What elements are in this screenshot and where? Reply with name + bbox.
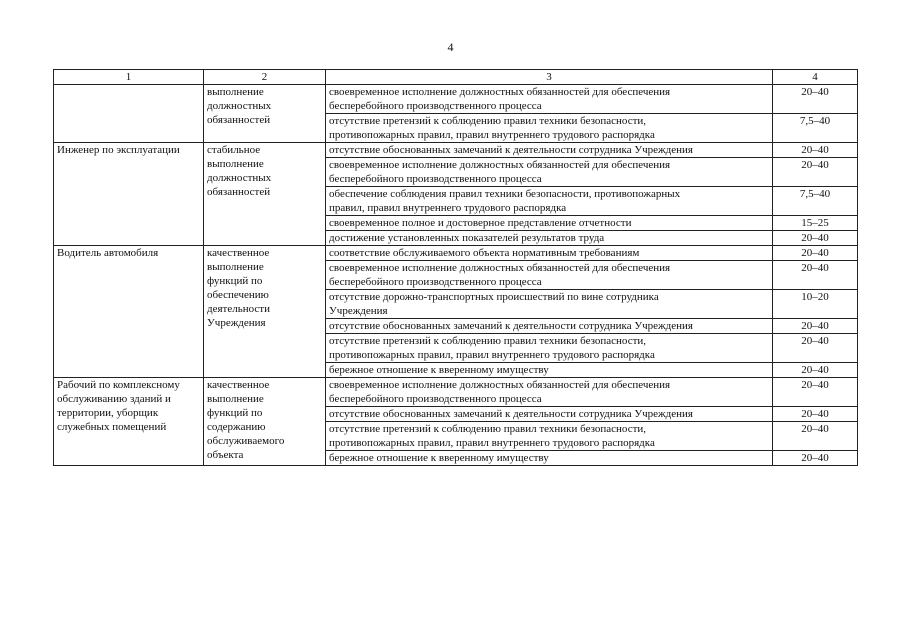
criterion-text: качественное выполнение функций по содержанию обслуживаемого объекта — [207, 379, 285, 461]
indicator-text: своевременное полное и достоверное представление отчетности — [329, 217, 632, 229]
indicator-text: обеспечение соблюдения правил техники безопасности, противопожарных правил, правил внутреннего трудового распорядка — [329, 188, 681, 214]
position-cell — [54, 246, 204, 378]
value-cell: 20–40 — [773, 246, 858, 261]
indicator-cell — [326, 407, 773, 422]
table-header-row — [54, 70, 858, 85]
indicator-cell — [326, 363, 773, 378]
value-cell: 20–40 — [773, 363, 858, 378]
table-row — [54, 143, 858, 158]
indicator-text: отсутствие обоснованных замечаний к деятельности сотрудника Учреждения — [329, 320, 693, 332]
indicator-text: отсутствие дорожно-транспортных происшествий по вине сотрудника Учреждения — [329, 291, 659, 317]
indicator-cell — [326, 334, 773, 363]
value-cell: 20–40 — [773, 231, 858, 246]
indicator-text: своевременное исполнение должностных обязанностей для обеспечения бесперебойного производственного процесса — [329, 379, 671, 405]
indicator-cell — [326, 187, 773, 216]
indicator-cell — [326, 216, 773, 231]
position-text: Рабочий по комплексному обслуживанию зданий и территории, уборщик служебных помещений — [57, 379, 180, 433]
indicator-cell — [326, 231, 773, 246]
value-cell: 20–40 — [773, 407, 858, 422]
value-cell: 20–40 — [773, 143, 858, 158]
indicator-text: отсутствие претензий к соблюдению правил техники безопасности, противопожарных правил, правил внутреннего трудового распорядка — [329, 335, 655, 361]
position-text: Инженер по эксплуатации — [57, 144, 180, 156]
column-header: 4 — [773, 70, 858, 85]
criterion-cell — [204, 378, 326, 466]
value-cell: 20–40 — [773, 85, 858, 114]
criterion-cell — [204, 143, 326, 246]
indicator-text: своевременное исполнение должностных обязанностей для обеспечения бесперебойного производственного процесса — [329, 159, 671, 185]
table-row — [54, 85, 858, 114]
indicator-text: бережное отношение к вверенному имуществу — [329, 364, 549, 376]
position-text: Водитель автомобиля — [57, 247, 159, 259]
indicator-cell — [326, 143, 773, 158]
indicator-text: отсутствие претензий к соблюдению правил техники безопасности, противопожарных правил, правил внутреннего трудового распорядка — [329, 115, 655, 141]
indicator-cell — [326, 422, 773, 451]
indicator-text: отсутствие обоснованных замечаний к деятельности сотрудника Учреждения — [329, 408, 693, 420]
indicator-cell — [326, 451, 773, 466]
position-cell — [54, 143, 204, 246]
column-header: 2 — [204, 70, 326, 85]
indicator-cell — [326, 319, 773, 334]
criterion-text: выполнение должностных обязанностей — [207, 86, 272, 126]
value-cell: 20–40 — [773, 319, 858, 334]
criterion-text: качественное выполнение функций по обеспечению деятельности Учреждения — [207, 247, 270, 329]
indicator-cell — [326, 85, 773, 114]
indicator-text: бережное отношение к вверенному имуществу — [329, 452, 549, 464]
criterion-cell — [204, 246, 326, 378]
indicator-text: отсутствие претензий к соблюдению правил техники безопасности, противопожарных правил, правил внутреннего трудового распорядка — [329, 423, 655, 449]
indicator-cell — [326, 246, 773, 261]
indicator-text: достижение установленных показателей результатов труда — [329, 232, 605, 244]
value-cell: 20–40 — [773, 261, 858, 290]
criteria-table — [53, 69, 858, 466]
value-cell: 20–40 — [773, 422, 858, 451]
position-cell — [54, 378, 204, 466]
indicator-cell — [326, 158, 773, 187]
position-cell — [54, 85, 204, 143]
indicator-cell — [326, 378, 773, 407]
value-cell: 10–20 — [773, 290, 858, 319]
indicator-cell — [326, 114, 773, 143]
column-header: 1 — [54, 70, 204, 85]
indicator-text: своевременное исполнение должностных обязанностей для обеспечения бесперебойного производственного процесса — [329, 86, 671, 112]
value-cell: 20–40 — [773, 334, 858, 363]
indicator-cell — [326, 290, 773, 319]
value-cell: 20–40 — [773, 158, 858, 187]
value-cell: 15–25 — [773, 216, 858, 231]
indicator-text: отсутствие обоснованных замечаний к деятельности сотрудника Учреждения — [329, 144, 693, 156]
table-row — [54, 378, 858, 407]
table-row — [54, 246, 858, 261]
page-number: 4 — [447, 40, 454, 54]
indicator-text: своевременное исполнение должностных обязанностей для обеспечения бесперебойного производственного процесса — [329, 262, 671, 288]
indicator-text: соответствие обслуживаемого объекта нормативным требованиям — [329, 247, 640, 259]
table-body — [54, 85, 858, 466]
criterion-text: стабильное выполнение должностных обязанностей — [207, 144, 272, 198]
criterion-cell — [204, 85, 326, 143]
value-cell: 7,5–40 — [773, 114, 858, 143]
value-cell: 7,5–40 — [773, 187, 858, 216]
indicator-cell — [326, 261, 773, 290]
column-header: 3 — [326, 70, 773, 85]
value-cell: 20–40 — [773, 378, 858, 407]
value-cell: 20–40 — [773, 451, 858, 466]
